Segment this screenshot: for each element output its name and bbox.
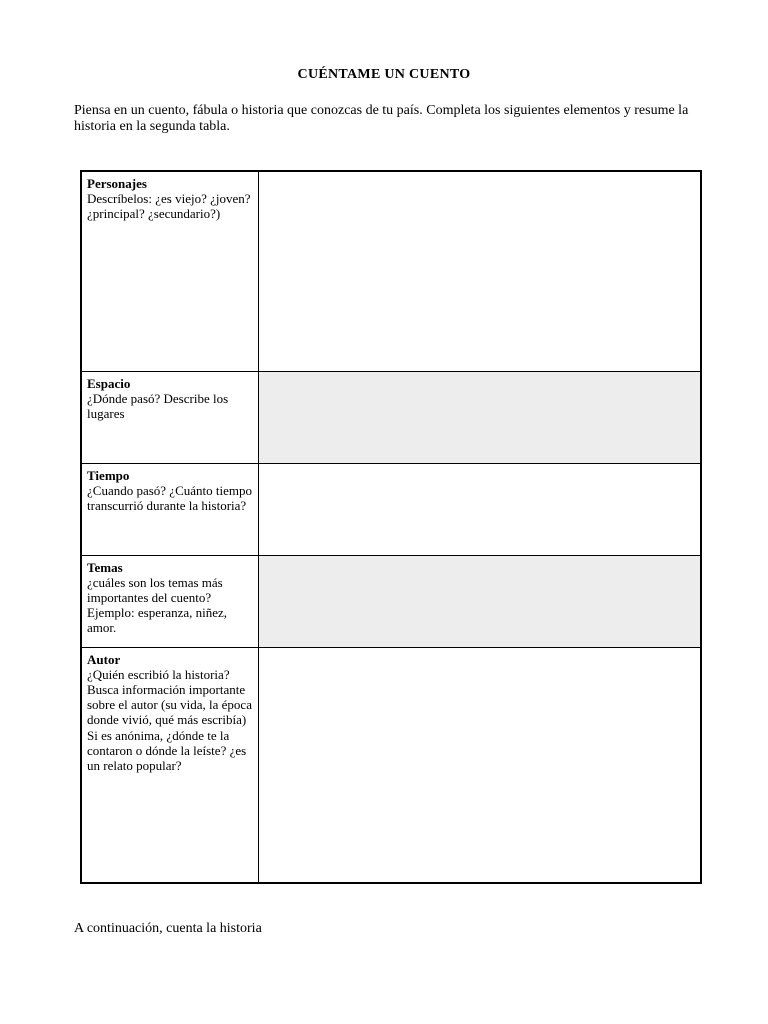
row-prompt: ¿Cuando pasó? ¿Cuánto tiempo transcurrió durante la historia? bbox=[87, 482, 252, 513]
story-elements-table bbox=[80, 170, 702, 884]
row-prompt: ¿Quién escribió la historia? Busca información importante sobre el autor (su vida, la época donde vivió, qué más escribía) Si es anónima, ¿dónde te la contaron o dónde la leíste? ¿es un relato popular? bbox=[87, 666, 252, 774]
row-prompt: ¿cuáles son los temas más importantes del cuento? Ejemplo: esperanza, niñez, amor. bbox=[87, 574, 228, 636]
answer-cell-temas[interactable] bbox=[259, 555, 702, 647]
answer-cell-personajes[interactable] bbox=[259, 171, 702, 371]
answer-cell-espacio[interactable] bbox=[259, 371, 702, 463]
closing-instruction: A continuación, cuenta la historia bbox=[74, 921, 262, 936]
table-row-personajes bbox=[81, 171, 701, 371]
table-row-temas bbox=[81, 555, 701, 647]
row-label-cell bbox=[81, 463, 259, 555]
answer-cell-tiempo[interactable] bbox=[259, 463, 702, 555]
row-label-cell bbox=[81, 647, 259, 883]
row-label-cell bbox=[81, 171, 259, 371]
row-prompt: ¿Dónde pasó? Describe los lugares bbox=[87, 390, 229, 421]
row-heading: Autor bbox=[87, 651, 121, 667]
row-heading: Espacio bbox=[87, 375, 131, 391]
page-title: CUÉNTAME UN CUENTO bbox=[297, 67, 471, 82]
row-label-cell bbox=[81, 555, 259, 647]
table-row-tiempo bbox=[81, 463, 701, 555]
row-prompt: Descríbelos: ¿es viejo? ¿joven? ¿principal? ¿secundario?) bbox=[87, 191, 251, 222]
row-label-cell bbox=[81, 371, 259, 463]
table-row-autor bbox=[81, 647, 701, 883]
answer-cell-autor[interactable] bbox=[259, 647, 702, 883]
row-heading: Personajes bbox=[87, 176, 147, 191]
row-heading: Tiempo bbox=[87, 467, 130, 483]
table-row-espacio bbox=[81, 371, 701, 463]
row-heading: Temas bbox=[87, 559, 123, 575]
intro-paragraph: Piensa en un cuento, fábula o historia que conozcas de tu país. Completa los siguientes elementos y resume la historia en la segunda tabla. bbox=[74, 103, 689, 134]
